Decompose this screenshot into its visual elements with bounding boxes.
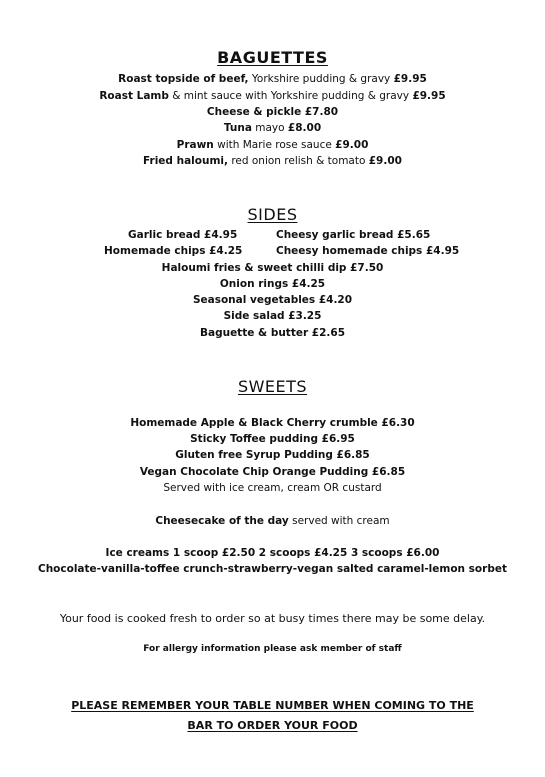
baguettes-heading: BAGUETTES [217,48,328,67]
side-item-homemade-chips: Homemade chips £4.25 [104,245,243,257]
item-price: £9.95 [393,73,427,85]
item-description: mayo [251,122,288,134]
side-item-cheesy-chips: Cheesy homemade chips £4.95 [276,245,460,257]
baguette-item-haloumi [0,154,545,169]
item-name: Cheese & pickle £7.80 [206,106,339,118]
sides-heading: SIDES [247,205,298,224]
item-price: £8.00 [287,122,322,134]
item-description: served with cream [288,515,390,527]
item-name: Tuna [223,122,252,134]
item-name: Roast Lamb [99,90,169,102]
item-description: with Marie rose sauce [213,139,336,151]
table-number-notice-line1: PLEASE REMEMBER YOUR TABLE NUMBER WHEN COMING TO THE [71,699,474,712]
fresh-food-notice: Your food is cooked fresh to order so at busy times there may be some delay. [59,612,486,625]
item-name: Cheesecake of the day [155,515,289,527]
side-item-haloumi-fries: Haloumi fries & sweet chilli dip £7.50 [161,262,384,274]
sweet-item-syrup-pudding: Gluten free Syrup Pudding £6.85 [175,449,370,461]
side-item-garlic-bread: Garlic bread £4.95 [128,229,238,241]
sweet-item-vegan-pudding: Vegan Chocolate Chip Orange Pudding £6.85 [139,466,406,478]
item-description: Yorkshire pudding & gravy [248,73,394,85]
ice-creams-prices: Ice creams 1 scoop £2.50 2 scoops £4.25 3 scoops £6.00 [105,547,440,559]
item-price: £9.95 [412,90,446,102]
item-name: Roast topside of beef, [118,73,249,85]
item-price: £9.00 [335,139,369,151]
baguette-item-cheese [0,105,545,120]
baguette-item-lamb [0,89,545,104]
item-price: £9.00 [368,155,402,167]
sweet-item-sticky-toffee: Sticky Toffee pudding £6.95 [190,433,355,445]
side-item-vegetables: Seasonal vegetables £4.20 [192,294,353,306]
sweets-heading: SWEETS [237,377,308,396]
side-item-cheesy-garlic-bread: Cheesy garlic bread £5.65 [276,229,431,241]
item-description: & mint sauce with Yorkshire pudding & gravy [168,90,413,102]
sweets-served-with: Served with ice cream, cream OR custard [163,482,382,494]
side-item-baguette-butter: Baguette & butter £2.65 [199,327,346,339]
baguette-item-tuna [0,121,545,136]
sweet-item-crumble: Homemade Apple & Black Cherry crumble £6.30 [130,417,415,429]
item-name: Prawn [176,139,214,151]
table-number-notice-line2: BAR TO ORDER YOUR FOOD [187,719,358,732]
side-item-onion-rings: Onion rings £4.25 [219,278,326,290]
item-description: red onion relish & tomato [227,155,369,167]
baguette-item-beef [0,72,545,87]
sweet-item-cheesecake [0,514,545,529]
baguette-item-prawn [0,138,545,153]
item-name: Fried haloumi, [143,155,228,167]
allergy-notice: For allergy information please ask member of staff [143,644,402,654]
ice-cream-flavours: Chocolate-vanilla-toffee crunch-strawberry-vegan salted caramel-lemon sorbet [38,563,507,575]
side-item-salad: Side salad £3.25 [223,310,322,322]
